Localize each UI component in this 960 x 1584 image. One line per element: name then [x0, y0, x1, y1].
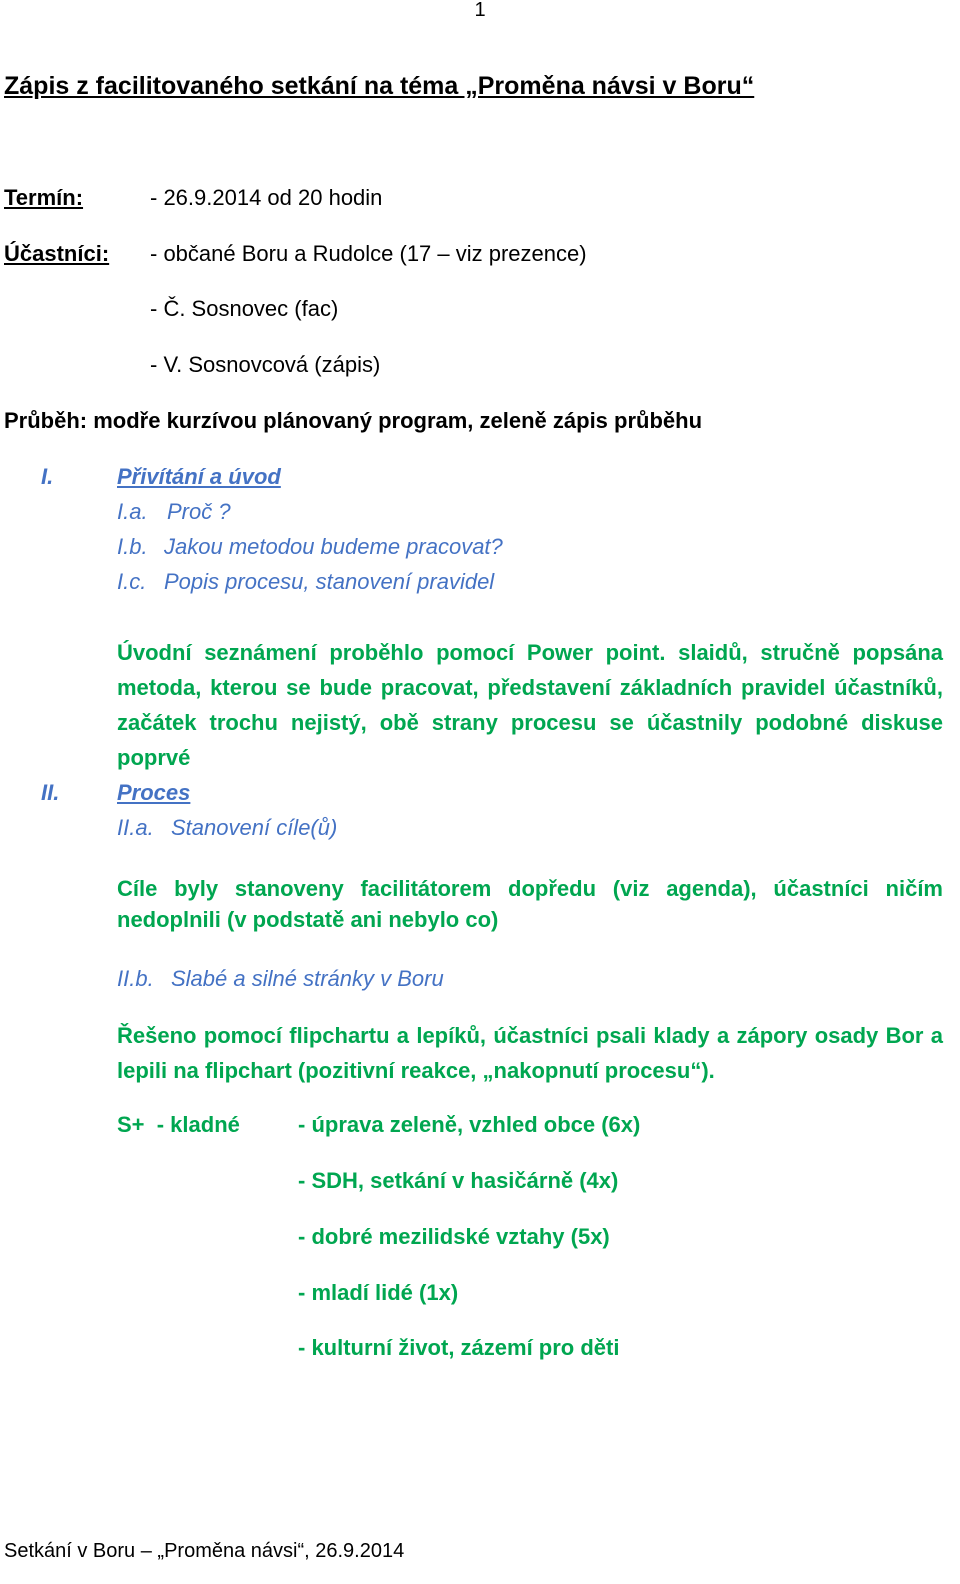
document-title: Zápis z facilitovaného setkání na téma „Proměna návsi v Boru“: [4, 72, 755, 100]
agenda-item-text: Slabé a silné stránky v Boru: [171, 966, 444, 991]
agenda-item-text: Popis procesu, stanovení pravidel: [164, 569, 495, 594]
date-value: - 26.9.2014 od 20 hodin: [150, 185, 383, 210]
page-number: 1: [474, 0, 486, 21]
agenda-item-code: I.a.: [117, 499, 148, 524]
record-note: Řešeno pomocí flipchartu a lepíků, účastníci psali klady a zápory osady Bor a lepili na flipchart (pozitivní reakce, „nakopnutí procesu“).: [117, 1023, 943, 1083]
participant-line: - Č. Sosnovec (fac): [150, 296, 339, 321]
strength-item: - dobré mezilidské vztahy (5x): [298, 1224, 610, 1249]
section-heading: Přivítání a úvod: [117, 464, 281, 489]
participants-label: Účastníci:: [4, 241, 110, 266]
agenda-item: [117, 966, 444, 992]
date-label: Termín:: [4, 185, 84, 210]
strength-item: - úprava zeleně, vzhled obce (6x): [298, 1112, 641, 1137]
participant-line: - V. Sosnovcová (zápis): [150, 352, 381, 377]
agenda-item: [117, 499, 231, 525]
agenda-item-text: Proč ?: [167, 499, 231, 524]
strength-item: - mladí lidé (1x): [298, 1280, 459, 1305]
agenda-item: [117, 569, 494, 595]
record-note: Úvodní seznámení proběhlo pomocí Power point. slaidů, stručně popsána metoda, kterou se bude pracovat, představení základních pravidel účastníků, začátek trochu nejistý, obě strany procesu se účastnily podobné diskuse poprvé: [117, 640, 943, 770]
section-heading: Proces: [117, 780, 191, 805]
agenda-item: [117, 534, 503, 560]
agenda-item-text: Stanovení cíle(ů): [171, 815, 338, 840]
agenda-item-code: II.b.: [117, 966, 154, 991]
agenda-item-code: I.c.: [117, 569, 147, 594]
progress-note: Průběh: modře kurzívou plánovaný program, zeleně zápis průběhu: [4, 408, 703, 433]
participant-line: - občané Boru a Rudolce (17 – viz prezence): [150, 241, 587, 266]
page-footer: Setkání v Boru – „Proměna návsi“, 26.9.2014: [4, 1540, 405, 1562]
agenda-item: [117, 815, 337, 841]
agenda-item-code: II.a.: [117, 815, 154, 840]
section-numeral: I.: [41, 464, 54, 489]
section-numeral: II.: [41, 780, 60, 805]
strengths-label: S+ - kladné: [117, 1112, 240, 1137]
strength-item: - SDH, setkání v hasičárně (4x): [298, 1168, 619, 1193]
agenda-item-code: I.b.: [117, 534, 148, 559]
record-note: Cíle byly stanoveny facilitátorem dopředu (viz agenda), účastníci ničím nedoplnili (v podstatě ani nebylo co): [117, 876, 943, 932]
strength-item: - kulturní život, zázemí pro děti: [298, 1335, 620, 1360]
agenda-item-text: Jakou metodou budeme pracovat?: [164, 534, 503, 559]
